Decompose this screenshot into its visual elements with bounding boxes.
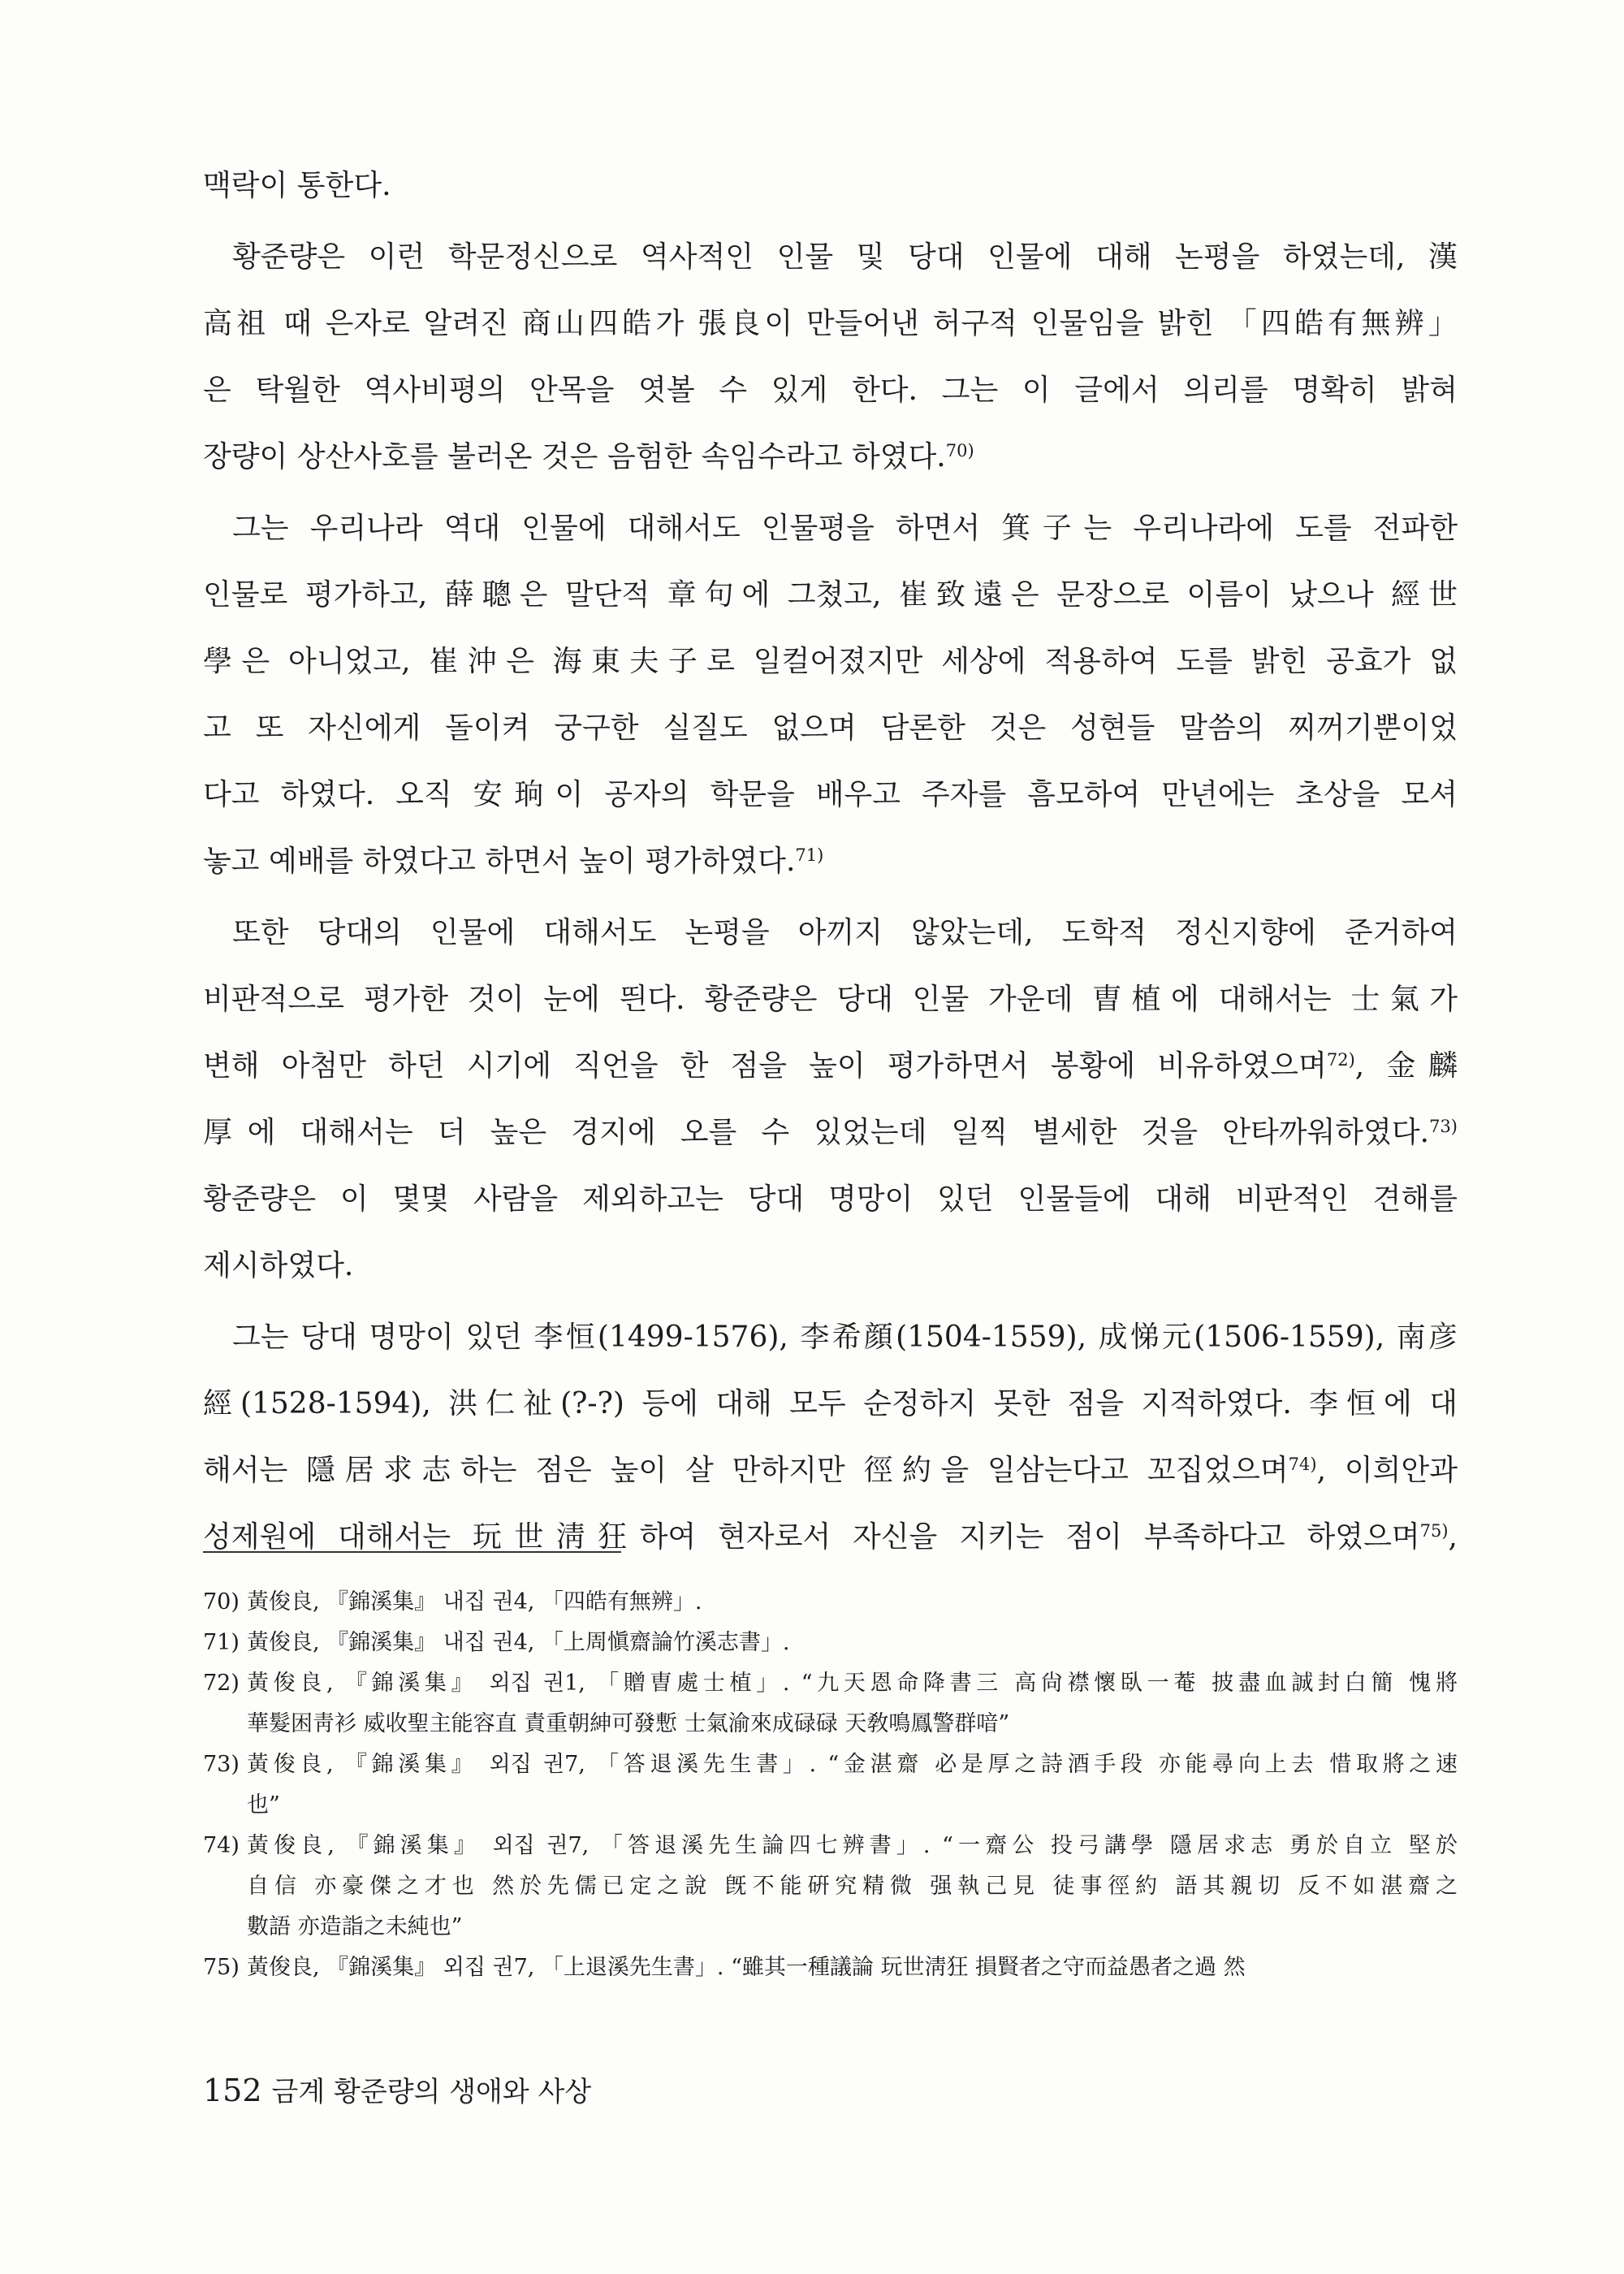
- body-line-text: 비판적으로 평가한 것이 눈에 띈다. 황준량은 당대 인물 가운데 曺植에 대해서는 士氣가: [203, 983, 1458, 1016]
- body-line-text: 고 또 자신에게 돌이켜 궁구한 실질도 없으며 담론한 것은 성현들 말씀의 찌꺼기뿐이었: [203, 711, 1458, 745]
- running-title: 금계 황준량의 생애와 사상: [271, 2076, 592, 2108]
- footnote-ref-71[interactable]: 71): [795, 845, 824, 865]
- body-line: [203, 1033, 1458, 1100]
- body-line-text: 황준량은 이 몇몇 사람을 제외하고는 당대 명망이 있던 인물들에 대해 비판적인 견해를: [203, 1182, 1458, 1216]
- body-line-text: 高祖 때 은자로 알려진 商山四皓가 張良이 만들어낸 허구적 인물임을 밝힌 「四皓有無辨」: [203, 307, 1458, 340]
- body-line: [203, 1371, 1458, 1437]
- body-line-text: 또한 당대의 인물에 대해서도 논평을 아끼지 않았는데, 도학적 정신지향에 준거하여: [232, 916, 1458, 949]
- footnote-text-cont: 也”: [247, 1792, 280, 1818]
- body-line: [203, 1504, 1458, 1571]
- body-line: [203, 900, 1458, 966]
- footnote-ref-75[interactable]: 75): [1419, 1521, 1449, 1541]
- footnote-75: [203, 1948, 1458, 1988]
- footnote-number: 75): [203, 1955, 240, 1980]
- body-line-text: 厚에 대해서는 더 높은 경지에 오를 수 있었는데 일찍 별세한 것을 안타까워하였다.: [203, 1116, 1430, 1149]
- body-line-tail: ,: [1448, 1520, 1458, 1554]
- body-line-text: 변해 아첨만 하던 시기에 직언을 한 점을 높이 평가하면서 봉황에 비유하였으며: [203, 1049, 1327, 1083]
- footnote-text: 黃俊良, 『錦溪集』 내집 권4, 「四皓有無辨」.: [247, 1589, 702, 1615]
- body-line-text: 은 탁월한 역사비평의 안목을 엿볼 수 있게 한다. 그는 이 글에서 의리를 명확히 밝혀: [203, 374, 1458, 407]
- footnote-ref-74[interactable]: 74): [1288, 1455, 1317, 1474]
- body-line-text: 황준량은 이런 학문정신으로 역사적인 인물 및 당대 인물에 대해 논평을 하였는데, 漢: [232, 240, 1458, 274]
- footnote-74: [203, 1826, 1458, 1948]
- body-line: [203, 424, 1458, 491]
- footnote-number: 72): [203, 1671, 240, 1696]
- body-line: [203, 1100, 1458, 1166]
- body-line: [203, 828, 1458, 895]
- body-line: [203, 629, 1458, 695]
- page-footer: [203, 2069, 591, 2109]
- footnote-text-cont: 自信 亦豪傑之才也 然於先儒已定之說 旣不能硏究精微 强執己見 徒事徑約 語其親切 反不如湛齋之: [247, 1874, 1458, 1899]
- footnote-number: 74): [203, 1833, 240, 1858]
- footnote-72: [203, 1663, 1458, 1744]
- footnotes: [203, 1582, 1458, 1988]
- body-line-text: 제시하였다.: [203, 1249, 354, 1282]
- body-line: [203, 1166, 1458, 1233]
- footnote-ref-70[interactable]: 70): [945, 441, 974, 460]
- body-line: [203, 966, 1458, 1033]
- body-line: [203, 357, 1458, 424]
- footnote-ref-72[interactable]: 72): [1326, 1050, 1355, 1070]
- body-line: [203, 495, 1458, 562]
- body-line-text: 인물로 평가하고, 薛聰은 말단적 章句에 그쳤고, 崔致遠은 문장으로 이름이 났으나 經世: [203, 578, 1458, 612]
- footnote-divider: [203, 1551, 621, 1553]
- footnote-text: 黃俊良, 『錦溪集』 외집 권7, 「上退溪先生書」. “雖其一種議論 玩世淸狂 損賢者之守而益愚者之過 然: [247, 1955, 1246, 1980]
- body-line: [203, 562, 1458, 629]
- body-line: [203, 762, 1458, 828]
- body-line-text: 성제원에 대해서는 玩世淸狂하여 현자로서 자신을 지키는 점이 부족하다고 하였으며: [203, 1520, 1420, 1554]
- body-line: [203, 224, 1458, 291]
- footnote-73: [203, 1744, 1458, 1826]
- body-line-text: 다고 하였다. 오직 安珦이 공자의 학문을 배우고 주자를 흠모하여 만년에는 초상을 모셔: [203, 778, 1458, 811]
- footnote-text: 黃俊良, 『錦溪集』 외집 권1, 「贈曺處士植」. “九天恩命降書三 高尙襟懷臥一菴 披盡血誠封白簡 愧將: [247, 1671, 1458, 1696]
- body-line-tail: , 金麟: [1354, 1049, 1458, 1083]
- body-line: [203, 291, 1458, 357]
- footnote-71: [203, 1623, 1458, 1663]
- footnote-number: 70): [203, 1589, 240, 1615]
- body-line-text: 놓고 예배를 하였다고 하면서 높이 평가하였다.: [203, 845, 796, 878]
- footnote-70: [203, 1582, 1458, 1623]
- body-line-text: 그는 우리나라 역대 인물에 대해서도 인물평을 하면서 箕子는 우리나라에 도를 전파한: [232, 512, 1458, 545]
- footnote-text-cont: 數語 亦造詣之未純也”: [247, 1914, 463, 1939]
- body-text: [203, 153, 1458, 1571]
- body-line: [203, 1304, 1458, 1371]
- body-line-text: 그는 당대 명망이 있던 李恒(1499-1576), 李希顔(1504-1559), 成悌元(1506-1559), 南彦: [232, 1321, 1458, 1354]
- footnote-text: 黃俊良, 『錦溪集』 외집 권7, 「答退溪先生論四七辨書」. “一齋公 投弓講學 隱居求志 勇於自立 堅於: [247, 1833, 1458, 1858]
- body-line: [203, 1233, 1458, 1299]
- body-line-tail: , 이희안과: [1316, 1454, 1458, 1487]
- footnote-number: 73): [203, 1752, 240, 1777]
- body-line-text: 맥락이 통한다.: [203, 169, 391, 202]
- footnote-ref-73[interactable]: 73): [1429, 1117, 1458, 1136]
- footnote-text-cont: 華髮困靑衫 威收聖主能容直 責重朝紳可發慙 士氣渝來成碌碌 天敎鳴鳳警群喑”: [247, 1711, 1010, 1736]
- body-line: [203, 695, 1458, 762]
- page-number: 152: [203, 2073, 262, 2108]
- footnote-number: 71): [203, 1630, 240, 1655]
- body-line-text: 學은 아니었고, 崔沖은 海東夫子로 일컬어졌지만 세상에 적용하여 도를 밝힌 공효가 없: [203, 645, 1458, 678]
- body-line-text: 장량이 상산사호를 불러온 것은 음험한 속임수라고 하였다.: [203, 440, 946, 473]
- body-line-text: 經(1528-1594), 洪仁祉(?-?) 등에 대해 모두 순정하지 못한 점을 지적하였다. 李恒에 대: [203, 1387, 1458, 1420]
- body-line-text: 해서는 隱居求志하는 점은 높이 살 만하지만 徑約을 일삼는다고 꼬집었으며: [203, 1454, 1289, 1487]
- footnote-text: 黃俊良, 『錦溪集』 외집 권7, 「答退溪先生書」. “金湛齋 必是厚之詩酒手段 亦能尋向上去 惜取將之速: [247, 1752, 1458, 1777]
- body-line: [203, 153, 1458, 219]
- body-line: [203, 1437, 1458, 1504]
- footnote-text: 黃俊良, 『錦溪集』 내집 권4, 「上周愼齋論竹溪志書」.: [247, 1630, 790, 1655]
